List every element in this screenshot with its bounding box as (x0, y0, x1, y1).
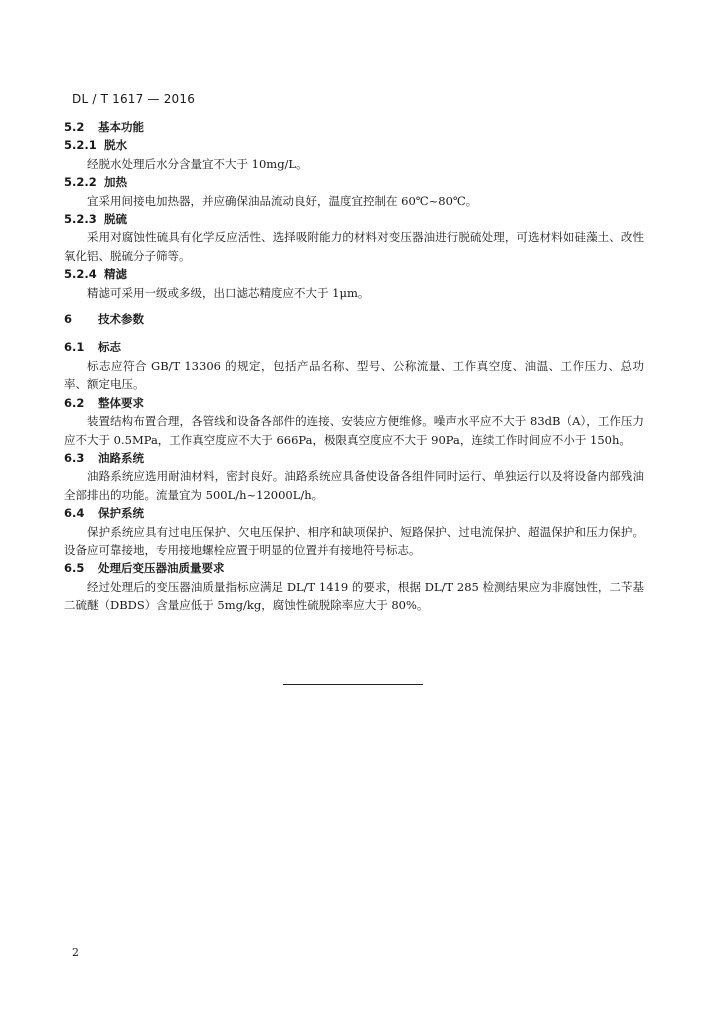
section-number: 5.2.3 (64, 212, 97, 227)
section-heading (64, 559, 644, 577)
section-number: 6 (64, 312, 73, 327)
section-title: 基本功能 (98, 120, 144, 134)
paragraph: 标志应符合 GB/T 13306 的规定，包括产品名称、型号、公称流量、工作真空度、油温、工作压力、总功率、额定电压。 (64, 358, 644, 392)
section-title: 整体要求 (98, 395, 144, 410)
section-number: 5.2 (64, 120, 85, 134)
section-title: 油路系统 (98, 450, 144, 465)
paragraph: 采用对腐蚀性硫具有化学反应活性、选择吸附能力的材料对变压器油进行脱硫处理，可选材料如硅藻土、改性氧化铝、脱硫分子筛等。 (64, 230, 644, 263)
section-heading (64, 136, 644, 154)
section-heading (64, 394, 644, 412)
section-number: 6.2 (64, 395, 85, 410)
page-number: 2 (72, 946, 79, 959)
paragraph: 经脱水处理后水分含量宜不大于 10mg/L。 (87, 156, 308, 171)
paragraph: 宜采用间接电加热器，并应确保油品流动良好，温度宜控制在 60℃~80℃。 (87, 193, 478, 208)
section-number: 6.1 (64, 340, 85, 355)
paragraph: 精滤可采用一级或多级，出口滤芯精度应不大于 1μm。 (87, 285, 370, 300)
section-heading (64, 210, 644, 228)
document-body (64, 118, 644, 615)
section-title: 处理后变压器油质量要求 (98, 561, 225, 576)
section-heading (64, 173, 644, 191)
section-number: 5.2.1 (64, 138, 97, 153)
section-title: 标志 (98, 340, 121, 355)
section-heading (64, 338, 644, 356)
paragraph: 油路系统应选用耐油材料，密封良好。油路系统应具备使设备各组件同时运行、单独运行以及将设备内部残油全部排出的功能。流量宜为 500L/h~12000L/h。 (64, 469, 644, 502)
section-heading (64, 118, 644, 136)
section-title: 加热 (104, 175, 127, 190)
section-title: 技术参数 (98, 312, 144, 327)
section-number: 6.3 (64, 450, 85, 465)
section-heading (64, 504, 644, 522)
section-heading (64, 449, 644, 467)
paragraph: 保护系统应具有过电压保护、欠电压保护、相序和缺项保护、短路保护、过电流保护、超温保护和压力保护。设备应可靠接地，专用接地螺栓应置于明显的位置并有接地符号标志。 (64, 524, 644, 557)
paragraph: 经过处理后的变压器油质量指标应满足 DL/T 1419 的要求，根据 DL/T 285 检测结果应为非腐蚀性，二苄基二硫醚（DBDS）含量应低于 5mg/kg，腐蚀性硫脱除率应大于 80%。 (64, 579, 644, 613)
section-title: 保护系统 (98, 506, 144, 521)
section-heading (64, 310, 644, 328)
document-code-header: DL / T 1617 — 2016 (72, 92, 196, 106)
section-title: 脱水 (104, 138, 127, 153)
end-rule (283, 684, 423, 685)
paragraph: 装置结构布置合理，各管线和设备各部件的连接、安装应方便维修。噪声水平应不大于 83dB（A），工作压力应不大于 0.5MPa，工作真空度应不大于 666Pa，极限真空度应不大于 90Pa，连续工作时间应不小于 150h。 (64, 414, 644, 447)
section-number: 6.4 (64, 506, 85, 521)
section-number: 5.2.4 (64, 267, 97, 282)
section-number: 6.5 (64, 561, 85, 576)
section-heading (64, 265, 644, 283)
section-number: 5.2.2 (64, 175, 97, 190)
section-title: 脱硫 (104, 212, 127, 227)
section-title: 精滤 (104, 267, 127, 282)
